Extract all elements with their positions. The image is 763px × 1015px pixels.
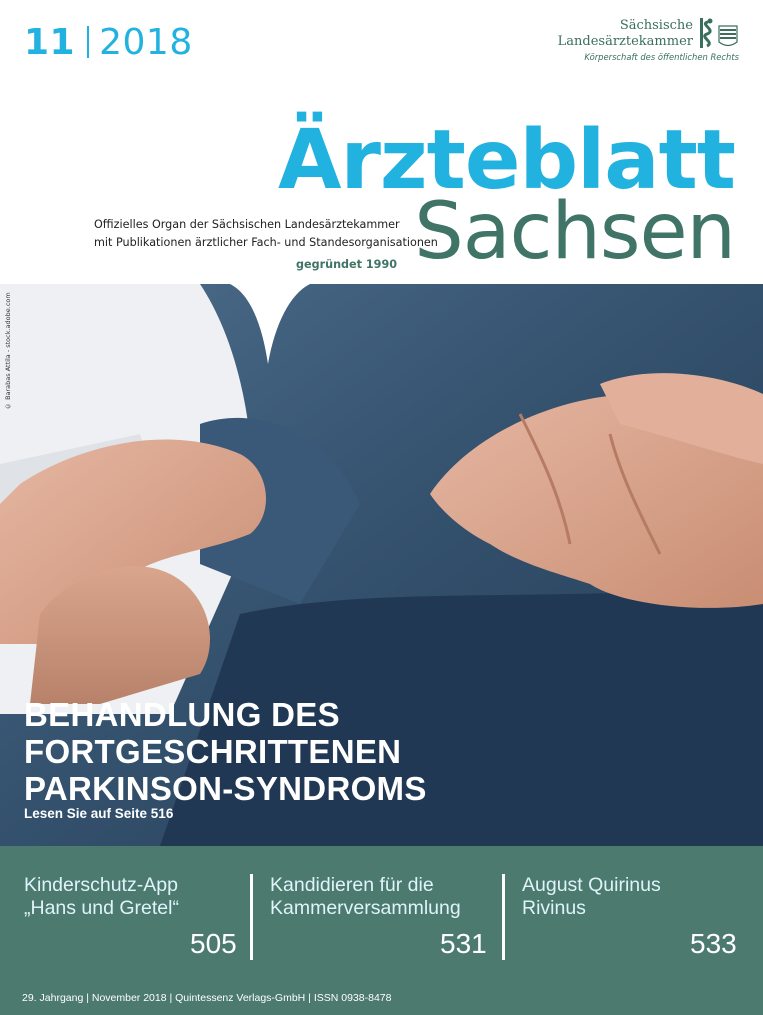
teaser-band [0,846,763,1015]
teaser-2-line-1: Kandidieren für die [270,874,434,896]
cover-headline [24,696,427,807]
founded-label: gegründet 1990 [296,258,398,271]
photo-credit: © Barabas Attila - stock.adobe.com [4,292,12,410]
teaser-divider-2 [502,874,505,960]
publisher-logo [529,16,739,68]
staff-of-asclepius-icon [697,16,739,50]
issue-divider [87,26,89,58]
subtitle-line-1: Offizielles Organ der Sächsischen Landesärztekammer [94,218,400,231]
subtitle [94,216,438,252]
subtitle-line-2: mit Publikationen ärztlicher Fach- und Standesorganisationen [94,236,438,249]
teaser-1-title [24,874,179,920]
teaser-3-line-1: August Quirinus [522,874,661,896]
logo-line-1: Sächsische [619,18,693,33]
headline-line-1: BEHANDLUNG DES [24,696,340,733]
issue-year: 2018 [99,22,193,63]
teaser-2-line-2: Kammerversammlung [270,897,461,919]
logo-line-2: Landesärztekammer [557,34,693,49]
issue-number [24,22,193,64]
teaser-1-line-1: Kinderschutz-App [24,874,178,896]
read-on-label: Lesen Sie auf Seite 516 [24,806,174,821]
masthead-title-1: Ärzteblatt [278,113,735,208]
teaser-3-line-2: Rivinus [522,897,586,919]
logo-line-3: Körperschaft des öffentlichen Rechts [584,52,739,62]
teaser-3-page: 533 [690,928,737,959]
teaser-3-title [522,874,661,920]
headline-line-3: PARKINSON-SYNDROMS [24,770,427,807]
teaser-1-line-2: „Hans und Gretel“ [24,897,179,919]
masthead-title-2: Sachsen [414,187,735,277]
teaser-1-page: 505 [190,928,237,959]
teaser-2-title [270,874,461,920]
teaser-2-page: 531 [440,928,487,959]
issue-num: 11 [24,22,76,63]
headline-line-2: FORTGESCHRITTENEN [24,733,402,770]
teaser-divider-1 [250,874,253,960]
imprint-footer: 29. Jahrgang | November 2018 | Quintessenz Verlags-GmbH | ISSN 0938-8478 [22,992,392,1004]
